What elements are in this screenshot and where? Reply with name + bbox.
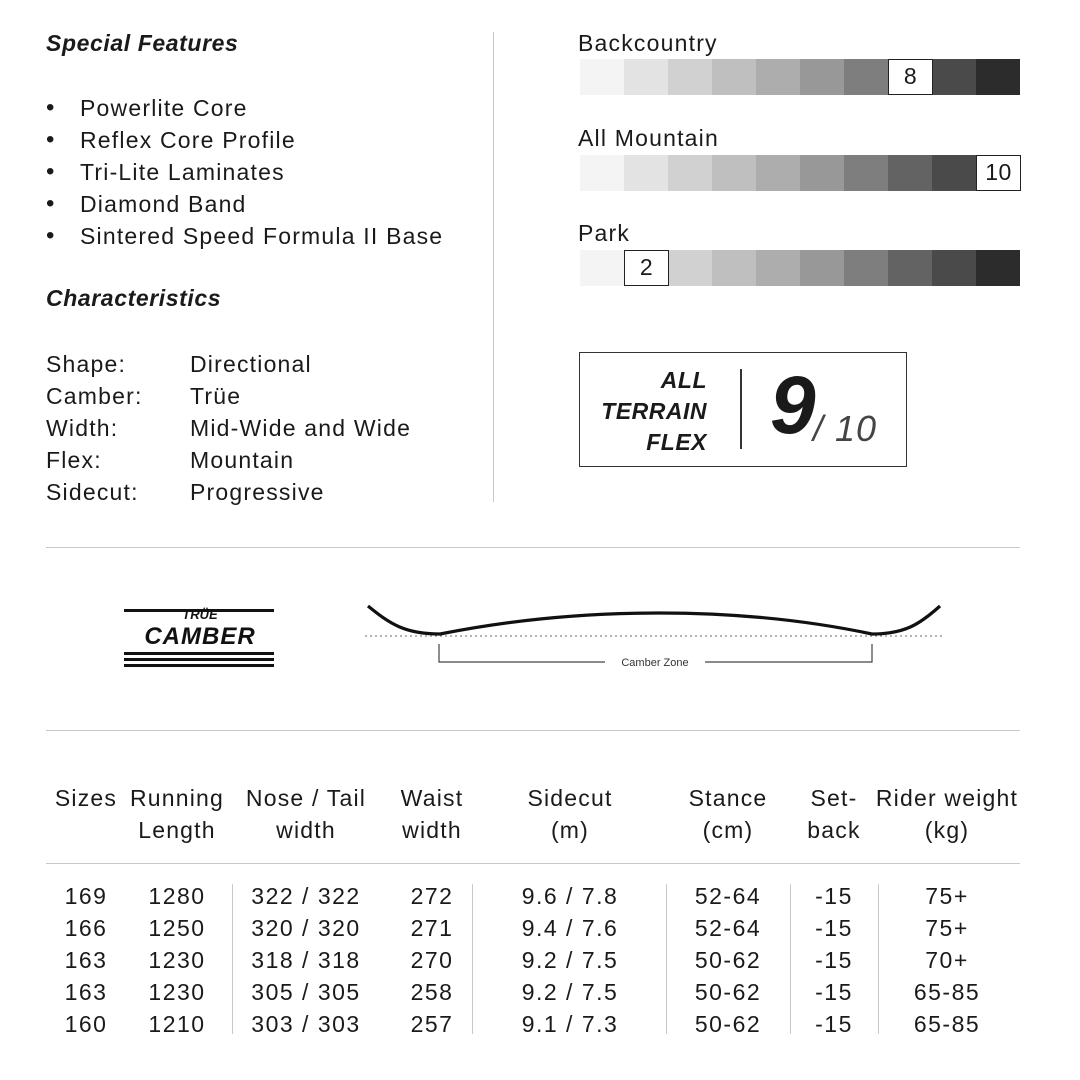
rating-scale-cell [976, 59, 1020, 95]
section-divider [46, 547, 1020, 548]
col-header-running-length [130, 782, 224, 846]
special-features-list [46, 92, 443, 252]
rating-scale-park [580, 250, 1020, 286]
table-cell: 50-62 [694, 1011, 762, 1037]
rating-scale-cell [844, 250, 888, 286]
header-line: Set- [810, 785, 858, 811]
camber-zone-bracket-left [439, 644, 605, 662]
characteristic-key: Width: [46, 415, 119, 441]
section-divider [46, 730, 1020, 731]
table-cell: -15 [815, 915, 853, 941]
rating-scale-cell [976, 250, 1020, 286]
table-cell: 9.4 / 7.6 [521, 915, 619, 941]
characteristic-key: Sidecut: [46, 479, 139, 505]
camber-zone-label: Camber Zone [621, 657, 689, 669]
rating-scale-cell [844, 59, 888, 95]
characteristic-key: Camber: [46, 383, 143, 409]
table-cell: 257 [410, 1011, 454, 1037]
rating-label-park: Park [578, 220, 631, 246]
rating-scale-cell [668, 250, 712, 286]
logo-top-text: TRÜE [182, 607, 218, 622]
header-line: Rider weight [875, 785, 1019, 811]
rating-scale-cell [800, 155, 844, 191]
table-cell: 52-64 [694, 915, 762, 941]
logo-bottom-text: CAMBER [144, 623, 256, 650]
table-cell: 65-85 [913, 979, 981, 1005]
rating-label-all-mountain: All Mountain [578, 125, 719, 151]
header-line: Length [138, 817, 216, 843]
table-cell: 318 / 318 [251, 947, 361, 973]
col-header-waist-width [401, 782, 464, 846]
table-cell: 1280 [148, 883, 206, 909]
table-row [0, 944, 1080, 976]
header-line: (kg) [924, 817, 970, 843]
header-line: Stance [688, 785, 768, 811]
flex-label-line: ALL [660, 367, 707, 393]
table-cell: 9.2 / 7.5 [521, 979, 619, 1005]
rating-scale-cell [624, 155, 668, 191]
table-row [0, 976, 1080, 1008]
table-cell: 320 / 320 [251, 915, 361, 941]
board-profile-curve [368, 606, 940, 634]
rating-scale-cell [712, 59, 756, 95]
table-header-divider [46, 863, 1020, 864]
flex-separator [740, 369, 742, 449]
flex-label-line: TERRAIN [601, 398, 707, 424]
characteristic-value: Directional [190, 351, 312, 377]
rating-scale-cell [668, 155, 712, 191]
rating-scale-backcountry [580, 59, 1020, 95]
col-header-rider-weight [876, 782, 1018, 846]
table-cell: 163 [64, 947, 108, 973]
rating-scale-cell [888, 59, 932, 95]
table-cell: 272 [410, 883, 454, 909]
characteristic-key: Flex: [46, 447, 102, 473]
rating-scale-cell [976, 155, 1020, 191]
rating-value-marker: 10 [976, 155, 1021, 191]
flex-denominator: / 10 [813, 408, 878, 449]
rating-scale-all-mountain [580, 155, 1020, 191]
header-line: Sizes [54, 785, 118, 811]
rating-value-marker: 2 [624, 250, 669, 286]
characteristic-value: Mid-Wide and Wide [190, 415, 412, 441]
header-line: (cm) [702, 817, 754, 843]
table-cell: 65-85 [913, 1011, 981, 1037]
rating-value-marker: 8 [888, 59, 933, 95]
rating-scale-cell [624, 250, 668, 286]
table-row [0, 880, 1080, 912]
feature-item: • Sintered Speed Formula II Base [46, 220, 443, 252]
table-cell: 160 [64, 1011, 108, 1037]
rating-scale-cell [888, 250, 932, 286]
rating-scale-cell [580, 59, 624, 95]
rating-scale-cell [932, 250, 976, 286]
characteristic-value: Progressive [190, 479, 325, 505]
table-cell: 169 [64, 883, 108, 909]
table-cell: -15 [815, 1011, 853, 1037]
table-cell: 303 / 303 [251, 1011, 361, 1037]
rating-scale-cell [756, 250, 800, 286]
rating-scale-cell [624, 59, 668, 95]
table-cell: 75+ [925, 883, 969, 909]
rating-scale-cell [668, 59, 712, 95]
column-divider [493, 32, 494, 502]
table-cell: 52-64 [694, 883, 762, 909]
col-header-setback [807, 782, 860, 846]
rating-label-backcountry: Backcountry [578, 30, 718, 56]
feature-item: • Diamond Band [46, 188, 443, 220]
rating-scale-cell [800, 250, 844, 286]
col-header-sizes [55, 782, 117, 814]
table-cell: -15 [815, 883, 853, 909]
table-cell: 270 [410, 947, 454, 973]
feature-item: • Reflex Core Profile [46, 124, 443, 156]
table-cell: -15 [815, 947, 853, 973]
rating-scale-cell [712, 155, 756, 191]
header-line: Running [129, 785, 225, 811]
table-cell: 322 / 322 [251, 883, 361, 909]
header-line: Sidecut [527, 785, 613, 811]
table-cell: 163 [64, 979, 108, 1005]
rating-scale-cell [756, 155, 800, 191]
characteristic-key: Shape: [46, 351, 127, 377]
table-cell: 271 [410, 915, 454, 941]
camber-zone-bracket-right [705, 644, 872, 662]
table-row [0, 912, 1080, 944]
rating-scale-cell [888, 155, 932, 191]
table-cell: 258 [410, 979, 454, 1005]
flex-label-line: FLEX [646, 429, 707, 455]
rating-scale-cell [932, 155, 976, 191]
feature-item: • Powerlite Core [46, 92, 443, 124]
header-line: width [402, 817, 462, 843]
col-header-sidecut [527, 782, 612, 846]
table-cell: 75+ [925, 915, 969, 941]
header-line: back [807, 817, 861, 843]
flex-rating-box [579, 352, 907, 467]
table-cell: 1230 [148, 979, 206, 1005]
table-cell: 50-62 [694, 947, 762, 973]
header-line: Nose / Tail [245, 785, 367, 811]
col-header-stance [689, 782, 768, 846]
rating-scale-cell [580, 155, 624, 191]
table-cell: 9.6 / 7.8 [521, 883, 619, 909]
table-cell: 1230 [148, 947, 206, 973]
special-features-title: Special Features [46, 30, 239, 56]
table-cell: -15 [815, 979, 853, 1005]
characteristic-value: Mountain [190, 447, 295, 473]
rating-scale-cell [712, 250, 756, 286]
table-cell: 9.2 / 7.5 [521, 947, 619, 973]
flex-label [601, 365, 707, 458]
rating-scale-cell [756, 59, 800, 95]
feature-item: • Tri-Lite Laminates [46, 156, 443, 188]
table-cell: 1250 [148, 915, 206, 941]
characteristic-value: Trüe [190, 383, 242, 409]
table-row [0, 1008, 1080, 1040]
table-cell: 1210 [148, 1011, 206, 1037]
table-cell: 166 [64, 915, 108, 941]
rating-scale-cell [932, 59, 976, 95]
table-cell: 9.1 / 7.3 [521, 1011, 619, 1037]
table-cell: 50-62 [694, 979, 762, 1005]
rating-scale-cell [580, 250, 624, 286]
header-line: width [276, 817, 336, 843]
camber-profile-diagram [360, 596, 950, 681]
header-line: Waist [400, 785, 464, 811]
table-cell: 305 / 305 [251, 979, 361, 1005]
true-camber-logo [120, 606, 280, 675]
header-line: (m) [550, 817, 590, 843]
col-header-nose-tail-width [246, 782, 366, 846]
rating-scale-cell [800, 59, 844, 95]
characteristics-title: Characteristics [46, 285, 222, 311]
rating-scale-cell [844, 155, 888, 191]
table-cell: 70+ [925, 947, 969, 973]
flex-value: 9 [770, 360, 814, 451]
